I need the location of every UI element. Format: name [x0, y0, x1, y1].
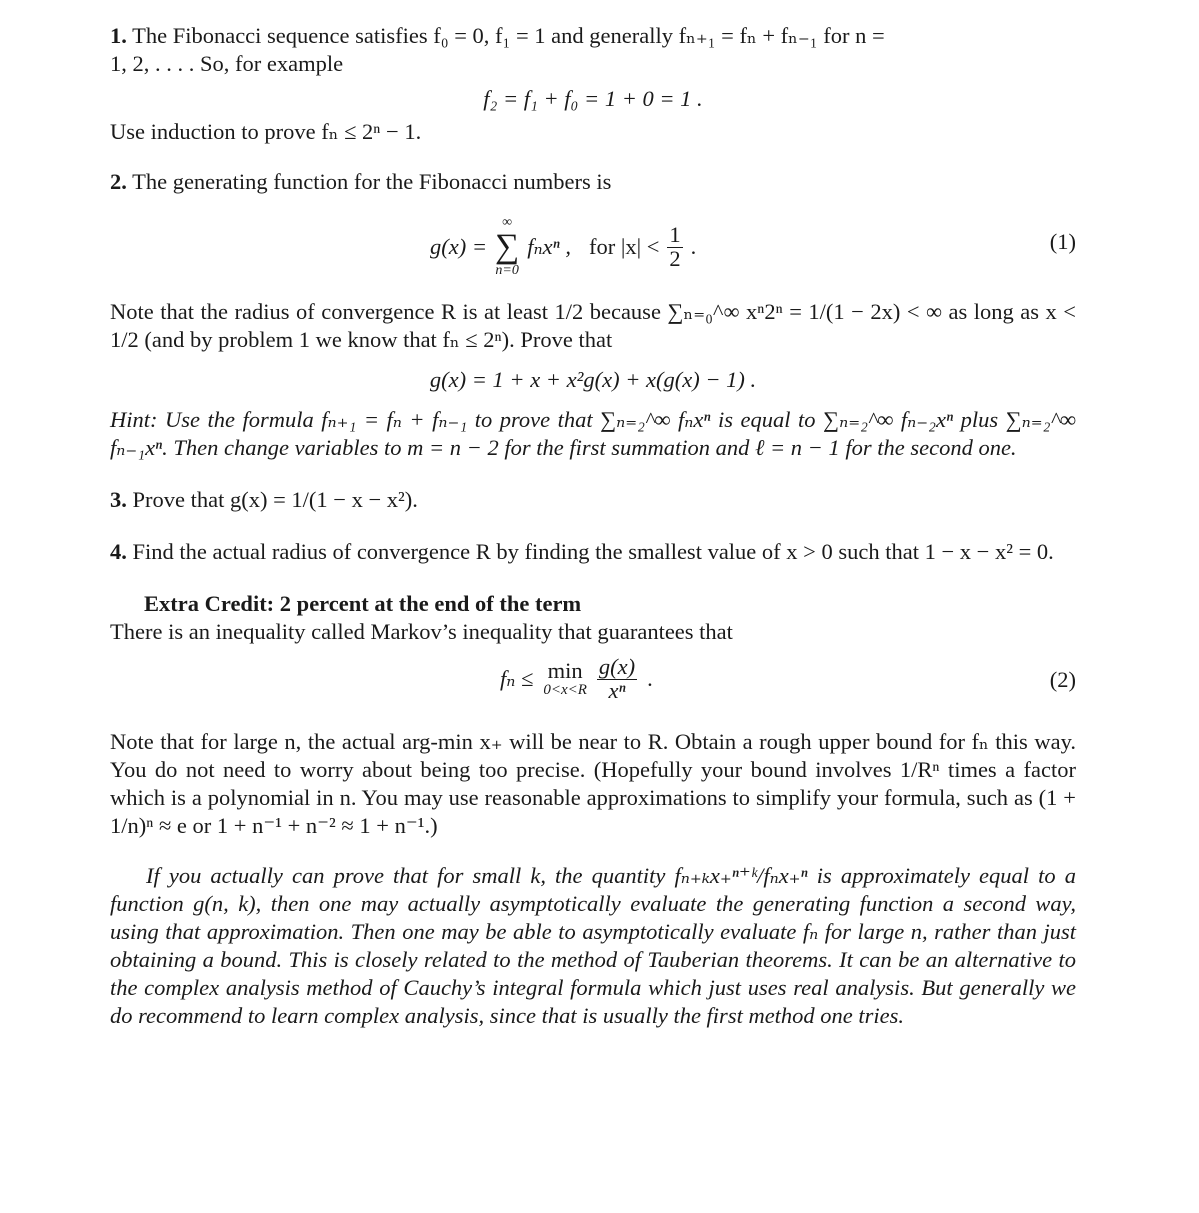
problem-3-number: 3. — [110, 487, 127, 512]
gf-lhs: g(x) = — [430, 234, 488, 259]
problem-2-intro — [110, 168, 1076, 196]
functional-equation-text: g(x) = 1 + x + x²g(x) + x(g(x) − 1) . — [429, 367, 757, 392]
problem-4 — [110, 538, 1076, 566]
example-equation-text: f₂ = f₁ + f₀ = 1 + 0 = 1 . — [483, 86, 703, 111]
min-label: min — [547, 658, 583, 684]
markov-lhs: fₙ ≤ — [500, 666, 534, 691]
equation-number-1: (1) — [1049, 229, 1076, 254]
closing-remark: If you actually can prove that for small k, the quantity fₙ₊ₖx₊ⁿ⁺ᵏ/fₙx₊ⁿ is approximately equal to a function g(n, k), then one may actually asymptotically evaluate the generating function a second way, using that approximation. Then one may be able to asymptotically evaluate fₙ for large n, rather than just obtaining a bound. This is closely related to the method of Tauberian theorems. It can be an alternative to the complex analysis method of Cauchy’s integral formula which just uses real analysis. But generally we do recommend to learn complex analysis, since that is usually the first method one tries. — [110, 863, 1076, 1028]
extra-credit — [110, 590, 1076, 1030]
gf-period: . — [690, 234, 697, 259]
extra-credit-heading-text: Extra Credit: 2 percent at the end of the term — [144, 591, 582, 616]
generating-function-equation — [110, 202, 1076, 294]
problem-1-text-cont: 1, 2, . . . . So, for example — [110, 51, 344, 76]
sum-operator — [495, 216, 519, 278]
equation-number-2: (2) — [1049, 667, 1076, 692]
problem-1-statement — [110, 22, 1076, 78]
problem-2-intro-text: The generating function for the Fibonacci numbers is — [132, 169, 612, 194]
radius-note: Note that the radius of convergence R is at least 1/2 because ∑ₙ₌₀^∞ xⁿ2ⁿ = 1/(1 − 2x) < ∞ as long as x < 1/2 (and by problem 1 we know that fₙ ≤ 2ⁿ). Prove that — [110, 299, 1076, 352]
problem-1-example-equation — [110, 80, 1076, 118]
min-operator — [543, 660, 587, 698]
problem-4-number: 4. — [110, 539, 127, 564]
sum-sign: ∑ — [495, 228, 520, 265]
problem-3-text: Prove that g(x) = 1/(1 − x − x²). — [132, 487, 418, 512]
functional-equation — [110, 354, 1076, 406]
sum-upper-limit: ∞ — [502, 215, 513, 230]
problem-2-number: 2. — [110, 169, 127, 194]
fraction-numerator: 1 — [669, 222, 681, 247]
problem-1 — [110, 22, 1076, 146]
markov-denominator: xⁿ — [608, 677, 626, 703]
fraction-denominator: 2 — [669, 245, 681, 271]
problem-1-task: Use induction to prove fₙ ≤ 2ⁿ − 1. — [110, 119, 422, 144]
argmin-note: Note that for large n, the actual arg-min x₊ will be near to R. Obtain a rough upper bound for fₙ this way. You do not need to worry about being too precise. (Hopefully your bound involves 1/Rⁿ times a factor which is a polynomial in n. You may use reasonable approximations to simplify your formula, such as (1 + 1/n)ⁿ ≈ e or 1 + n⁻¹ + n⁻² ≈ 1 + n⁻¹.) — [110, 729, 1076, 838]
markov-inequality-equation — [110, 646, 1076, 724]
problem-2-hint: Hint: Use the formula fₙ₊₁ = fₙ + fₙ₋₁ to prove that ∑ₙ₌₂^∞ fₙxⁿ is equal to ∑ₙ₌₂^∞ fₙ₋₂xⁿ plus ∑ₙ₌₂^∞ fₙ₋₁xⁿ. Then change variables to m = n − 2 for the first summation and ℓ = n − 1 for the second one. — [110, 407, 1076, 460]
problem-2 — [110, 168, 1076, 462]
sum-lower-limit: n=0 — [495, 263, 519, 278]
problem-4-text: Find the actual radius of convergence R by finding the smallest value of x > 0 such that 1 − x − x² = 0. — [132, 539, 1054, 564]
problem-3-statement — [110, 486, 1076, 514]
markov-fraction — [597, 656, 637, 702]
extra-credit-heading — [110, 590, 1076, 618]
markov-intro: There is an inequality called Markov’s inequality that guarantees that — [110, 619, 733, 644]
problem-1-text: The Fibonacci sequence satisfies f₀ = 0, f₁ = 1 and generally fₙ₊₁ = fₙ + fₙ₋₁ for n = — [132, 23, 885, 48]
min-subscript: 0<x<R — [543, 681, 587, 698]
problem-4-statement — [110, 538, 1076, 566]
problem-sheet — [110, 22, 1076, 1030]
one-half-fraction — [667, 224, 682, 270]
gf-condition: for |x| < — [588, 234, 660, 259]
markov-period: . — [647, 666, 653, 691]
markov-numerator: g(x) — [598, 654, 636, 679]
problem-1-number: 1. — [110, 23, 127, 48]
problem-3 — [110, 486, 1076, 514]
gf-term: fₙxⁿ , — [527, 234, 571, 259]
